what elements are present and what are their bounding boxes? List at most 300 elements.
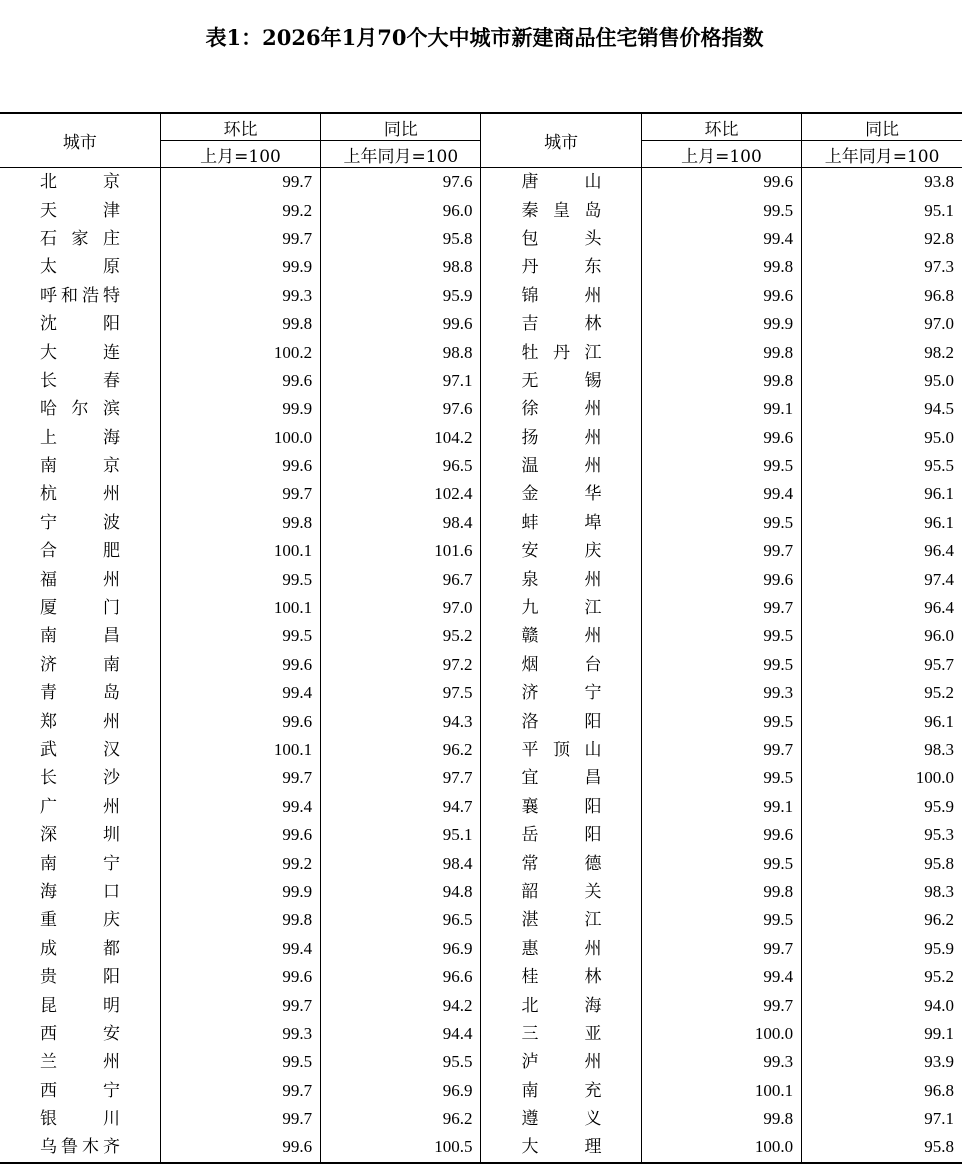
mom-value: 100.2	[160, 338, 320, 366]
yoy-value: 96.8	[802, 1077, 962, 1105]
mom-value: 99.8	[641, 878, 801, 906]
table-row	[0, 679, 962, 707]
city-name	[0, 225, 160, 253]
mom-value: 99.9	[641, 310, 801, 338]
mom-value: 99.6	[160, 367, 320, 395]
table-row	[0, 395, 962, 423]
mom-value: 100.1	[160, 594, 320, 622]
city-name	[481, 338, 641, 366]
table-row	[0, 651, 962, 679]
city-name	[0, 1048, 160, 1076]
mom-value: 99.7	[160, 168, 320, 197]
city-name	[481, 878, 641, 906]
mom-value: 99.3	[160, 1020, 320, 1048]
yoy-value: 95.5	[321, 1048, 481, 1076]
city-name-text: 厦门	[40, 598, 120, 619]
city-name-text: 金华	[521, 484, 602, 505]
mom-value: 99.5	[641, 452, 801, 480]
city-name	[481, 1077, 641, 1105]
city-name	[481, 537, 641, 565]
table-row	[0, 906, 962, 934]
city-name-text: 扬州	[521, 427, 602, 448]
table-row	[0, 196, 962, 224]
city-name	[481, 1133, 641, 1162]
table-row	[0, 1048, 962, 1076]
table-row	[0, 1020, 962, 1048]
city-name-text: 贵阳	[40, 967, 120, 988]
city-name-text: 济南	[40, 654, 120, 675]
city-name	[481, 565, 641, 593]
city-name-text: 济宁	[521, 683, 602, 704]
city-name	[0, 622, 160, 650]
city-name-text: 南充	[521, 1080, 602, 1101]
city-name	[0, 963, 160, 991]
yoy-value: 100.5	[321, 1133, 481, 1162]
mom-value: 99.7	[160, 764, 320, 792]
city-name-text: 遵义	[521, 1109, 602, 1130]
table-body	[0, 168, 962, 1163]
yoy-value: 97.1	[321, 367, 481, 395]
yoy-value: 95.1	[321, 821, 481, 849]
city-name-text: 杭州	[40, 484, 120, 505]
mom-value: 99.9	[160, 253, 320, 281]
mom-value: 99.6	[160, 963, 320, 991]
city-name-text: 三亚	[521, 1023, 602, 1044]
city-name-text: 泉州	[521, 569, 602, 590]
mom-value: 99.6	[160, 707, 320, 735]
mom-value: 99.6	[160, 452, 320, 480]
city-name-text: 重庆	[40, 910, 120, 931]
table-row	[0, 793, 962, 821]
city-name-text: 昆明	[40, 995, 120, 1016]
mom-value: 99.8	[641, 367, 801, 395]
city-name	[0, 991, 160, 1019]
yoy-value: 97.7	[321, 764, 481, 792]
yoy-value: 94.7	[321, 793, 481, 821]
header-city-right: 城市	[481, 113, 641, 168]
city-name	[0, 707, 160, 735]
city-name	[481, 622, 641, 650]
mom-value: 100.1	[160, 736, 320, 764]
city-name	[481, 707, 641, 735]
city-name	[0, 793, 160, 821]
city-name-text: 吉林	[521, 314, 602, 335]
city-name	[0, 168, 160, 197]
city-name-text: 深圳	[40, 825, 120, 846]
table-row	[0, 282, 962, 310]
city-name-text: 平顶山	[521, 740, 602, 760]
table-row	[0, 253, 962, 281]
mom-value: 100.0	[641, 1020, 801, 1048]
header-mom-base-left: 上月=100	[160, 141, 320, 168]
city-name	[0, 821, 160, 849]
yoy-value: 97.6	[321, 168, 481, 197]
yoy-value: 98.4	[321, 849, 481, 877]
table-row	[0, 367, 962, 395]
city-name-text: 洛阳	[521, 711, 602, 732]
city-name	[0, 764, 160, 792]
table-row	[0, 935, 962, 963]
mom-value: 99.8	[160, 906, 320, 934]
city-name	[481, 849, 641, 877]
table-row	[0, 963, 962, 991]
city-name	[481, 310, 641, 338]
mom-value: 99.4	[160, 935, 320, 963]
city-name-text: 广州	[40, 796, 120, 817]
city-name-text: 大理	[521, 1137, 602, 1158]
city-name-text: 安庆	[521, 541, 602, 562]
yoy-value: 95.8	[802, 849, 962, 877]
yoy-value: 95.9	[321, 282, 481, 310]
table-row	[0, 168, 962, 197]
yoy-value: 96.1	[802, 480, 962, 508]
city-name	[0, 395, 160, 423]
city-name	[0, 736, 160, 764]
city-name-text: 唐山	[521, 172, 602, 193]
city-name-text: 福州	[40, 569, 120, 590]
mom-value: 99.5	[160, 622, 320, 650]
city-name	[0, 1133, 160, 1162]
mom-value: 99.7	[641, 935, 801, 963]
yoy-value: 95.9	[802, 793, 962, 821]
header-yoy-left: 同比	[321, 113, 481, 141]
city-name-text: 徐州	[521, 399, 602, 420]
city-name	[481, 480, 641, 508]
yoy-value: 94.8	[321, 878, 481, 906]
city-name-text: 郑州	[40, 711, 120, 732]
mom-value: 99.3	[641, 1048, 801, 1076]
mom-value: 99.5	[641, 622, 801, 650]
mom-value: 99.4	[641, 225, 801, 253]
yoy-value: 102.4	[321, 480, 481, 508]
city-name	[0, 849, 160, 877]
city-name	[0, 310, 160, 338]
mom-value: 99.5	[641, 707, 801, 735]
mom-value: 99.4	[641, 480, 801, 508]
city-name	[481, 991, 641, 1019]
mom-value: 100.1	[641, 1077, 801, 1105]
yoy-value: 95.7	[802, 651, 962, 679]
mom-value: 99.6	[641, 282, 801, 310]
city-name	[481, 168, 641, 197]
mom-value: 99.7	[160, 1105, 320, 1133]
city-name	[481, 963, 641, 991]
header-mom-base-right: 上月=100	[641, 141, 801, 168]
mom-value: 99.6	[641, 424, 801, 452]
city-name	[0, 906, 160, 934]
city-name-text: 南京	[40, 456, 120, 477]
city-name	[0, 679, 160, 707]
mom-value: 99.2	[160, 849, 320, 877]
city-name	[481, 594, 641, 622]
yoy-value: 98.3	[802, 878, 962, 906]
table-row	[0, 424, 962, 452]
city-name	[0, 594, 160, 622]
mom-value: 99.6	[641, 565, 801, 593]
city-name-text: 包头	[521, 228, 602, 249]
city-name	[481, 651, 641, 679]
yoy-value: 96.2	[321, 1105, 481, 1133]
yoy-value: 96.5	[321, 452, 481, 480]
yoy-value: 98.8	[321, 338, 481, 366]
yoy-value: 96.2	[802, 906, 962, 934]
city-name	[0, 424, 160, 452]
mom-value: 99.4	[160, 679, 320, 707]
yoy-value: 99.1	[802, 1020, 962, 1048]
city-name	[0, 509, 160, 537]
yoy-value: 97.4	[802, 565, 962, 593]
city-name	[481, 764, 641, 792]
yoy-value: 95.2	[321, 622, 481, 650]
yoy-value: 94.5	[802, 395, 962, 423]
city-name	[481, 793, 641, 821]
yoy-value: 94.3	[321, 707, 481, 735]
city-name-text: 丹东	[521, 257, 602, 278]
yoy-value: 100.0	[802, 764, 962, 792]
city-name-text: 银川	[40, 1109, 120, 1130]
table-row	[0, 764, 962, 792]
yoy-value: 99.6	[321, 310, 481, 338]
city-name	[0, 1105, 160, 1133]
mom-value: 99.5	[160, 565, 320, 593]
header-yoy-right: 同比	[802, 113, 962, 141]
mom-value: 99.6	[160, 1133, 320, 1162]
header-mom-left: 环比	[160, 113, 320, 141]
mom-value: 99.8	[641, 338, 801, 366]
yoy-value: 94.0	[802, 991, 962, 1019]
yoy-value: 96.6	[321, 963, 481, 991]
mom-value: 99.5	[641, 906, 801, 934]
yoy-value: 98.2	[802, 338, 962, 366]
city-name	[0, 282, 160, 310]
yoy-value: 97.0	[802, 310, 962, 338]
yoy-value: 95.0	[802, 367, 962, 395]
table-row	[0, 878, 962, 906]
table-row	[0, 736, 962, 764]
mom-value: 99.7	[641, 991, 801, 1019]
yoy-value: 93.9	[802, 1048, 962, 1076]
city-name-text: 长沙	[40, 768, 120, 789]
city-name-text: 宁波	[40, 512, 120, 533]
yoy-value: 97.3	[802, 253, 962, 281]
city-name-text: 常德	[521, 853, 602, 874]
table-row	[0, 338, 962, 366]
yoy-value: 96.7	[321, 565, 481, 593]
city-name	[0, 452, 160, 480]
table-row	[0, 991, 962, 1019]
city-name	[481, 225, 641, 253]
header-yoy-base-left: 上年同月=100	[321, 141, 481, 168]
city-name-text: 锦州	[521, 285, 602, 306]
mom-value: 99.5	[160, 1048, 320, 1076]
yoy-value: 96.0	[321, 196, 481, 224]
mom-value: 99.6	[641, 821, 801, 849]
city-name	[0, 253, 160, 281]
mom-value: 100.0	[641, 1133, 801, 1162]
mom-value: 99.3	[160, 282, 320, 310]
city-name	[481, 253, 641, 281]
price-index-table	[0, 112, 962, 1164]
mom-value: 99.7	[641, 736, 801, 764]
city-name-text: 兰州	[40, 1052, 120, 1073]
yoy-value: 95.0	[802, 424, 962, 452]
city-name-text: 沈阳	[40, 314, 120, 335]
city-name-text: 湛江	[521, 910, 602, 931]
yoy-value: 96.8	[802, 282, 962, 310]
city-name-text: 泸州	[521, 1052, 602, 1073]
table-row	[0, 480, 962, 508]
mom-value: 100.0	[160, 424, 320, 452]
yoy-value: 98.3	[802, 736, 962, 764]
city-name-text: 北京	[40, 172, 120, 193]
city-name-text: 蚌埠	[521, 512, 602, 533]
yoy-value: 98.8	[321, 253, 481, 281]
city-name	[481, 509, 641, 537]
yoy-value: 96.1	[802, 707, 962, 735]
city-name	[481, 906, 641, 934]
yoy-value: 97.1	[802, 1105, 962, 1133]
mom-value: 99.9	[160, 878, 320, 906]
mom-value: 99.8	[160, 310, 320, 338]
city-name-text: 呼和浩特	[40, 285, 120, 306]
city-name-text: 上海	[40, 427, 120, 448]
table-row	[0, 849, 962, 877]
yoy-value: 97.0	[321, 594, 481, 622]
yoy-value: 95.9	[802, 935, 962, 963]
header-yoy-base-right: 上年同月=100	[802, 141, 962, 168]
yoy-value: 97.6	[321, 395, 481, 423]
mom-value: 100.1	[160, 537, 320, 565]
yoy-value: 95.8	[321, 225, 481, 253]
city-name-text: 长春	[40, 370, 120, 391]
city-name-text: 九江	[521, 598, 602, 619]
yoy-value: 98.4	[321, 509, 481, 537]
mom-value: 99.7	[160, 1077, 320, 1105]
table-row	[0, 1077, 962, 1105]
city-name-text: 西安	[40, 1023, 120, 1044]
header-city-left: 城市	[0, 113, 160, 168]
city-name-text: 太原	[40, 257, 120, 278]
yoy-value: 96.2	[321, 736, 481, 764]
yoy-value: 97.2	[321, 651, 481, 679]
yoy-value: 92.8	[802, 225, 962, 253]
yoy-value: 94.4	[321, 1020, 481, 1048]
mom-value: 99.5	[641, 849, 801, 877]
mom-value: 99.5	[641, 509, 801, 537]
city-name-text: 襄阳	[521, 796, 602, 817]
yoy-value: 94.2	[321, 991, 481, 1019]
city-name	[481, 452, 641, 480]
yoy-value: 95.1	[802, 196, 962, 224]
table-row	[0, 452, 962, 480]
yoy-value: 101.6	[321, 537, 481, 565]
table-row	[0, 1133, 962, 1162]
mom-value: 99.8	[160, 509, 320, 537]
table-row	[0, 594, 962, 622]
table-row	[0, 622, 962, 650]
city-name	[0, 1020, 160, 1048]
mom-value: 99.7	[160, 225, 320, 253]
city-name	[481, 1105, 641, 1133]
mom-value: 99.4	[160, 793, 320, 821]
header-mom-right: 环比	[641, 113, 801, 141]
yoy-value: 96.5	[321, 906, 481, 934]
table-row	[0, 509, 962, 537]
mom-value: 99.5	[641, 196, 801, 224]
yoy-value: 96.0	[802, 622, 962, 650]
city-name-text: 宜昌	[521, 768, 602, 789]
mom-value: 99.7	[160, 480, 320, 508]
city-name-text: 桂林	[521, 967, 602, 988]
city-name	[0, 367, 160, 395]
city-name	[481, 1048, 641, 1076]
city-name-text: 烟台	[521, 654, 602, 675]
city-name	[481, 935, 641, 963]
city-name	[481, 395, 641, 423]
city-name-text: 合肥	[40, 541, 120, 562]
mom-value: 99.7	[641, 594, 801, 622]
table-header	[0, 113, 962, 168]
mom-value: 99.2	[160, 196, 320, 224]
mom-value: 99.1	[641, 395, 801, 423]
yoy-value: 95.5	[802, 452, 962, 480]
yoy-value: 96.9	[321, 1077, 481, 1105]
city-name	[0, 480, 160, 508]
city-name	[0, 565, 160, 593]
city-name	[481, 821, 641, 849]
mom-value: 99.9	[160, 395, 320, 423]
city-name	[481, 679, 641, 707]
city-name-text: 青岛	[40, 683, 120, 704]
yoy-value: 96.4	[802, 537, 962, 565]
mom-value: 99.8	[641, 1105, 801, 1133]
city-name	[481, 736, 641, 764]
table-row	[0, 707, 962, 735]
yoy-value: 96.1	[802, 509, 962, 537]
mom-value: 99.5	[641, 651, 801, 679]
table-title: 表1：2026年1月70个大中城市新建商品住宅销售价格指数	[205, 25, 764, 50]
city-name	[481, 367, 641, 395]
mom-value: 99.3	[641, 679, 801, 707]
city-name-text: 石家庄	[40, 228, 120, 249]
table-row	[0, 1105, 962, 1133]
city-name-text: 天津	[40, 200, 120, 221]
yoy-value: 93.8	[802, 168, 962, 197]
city-name-text: 牡丹江	[521, 342, 602, 363]
city-name-text: 北海	[521, 995, 602, 1016]
mom-value: 99.6	[160, 821, 320, 849]
yoy-value: 95.8	[802, 1133, 962, 1162]
yoy-value: 104.2	[321, 424, 481, 452]
mom-value: 99.7	[641, 537, 801, 565]
city-name-text: 温州	[521, 456, 602, 477]
yoy-value: 96.4	[802, 594, 962, 622]
city-name	[0, 196, 160, 224]
mom-value: 99.5	[641, 764, 801, 792]
mom-value: 99.4	[641, 963, 801, 991]
city-name-text: 西宁	[40, 1080, 120, 1101]
city-name-text: 大连	[40, 342, 120, 363]
city-name	[0, 537, 160, 565]
city-name-text: 南昌	[40, 626, 120, 647]
city-name-text: 韶关	[521, 881, 602, 902]
city-name-text: 哈尔滨	[40, 399, 120, 420]
table-row	[0, 310, 962, 338]
yoy-value: 95.2	[802, 963, 962, 991]
table-row	[0, 821, 962, 849]
city-name	[0, 935, 160, 963]
city-name-text: 秦皇岛	[521, 200, 602, 221]
